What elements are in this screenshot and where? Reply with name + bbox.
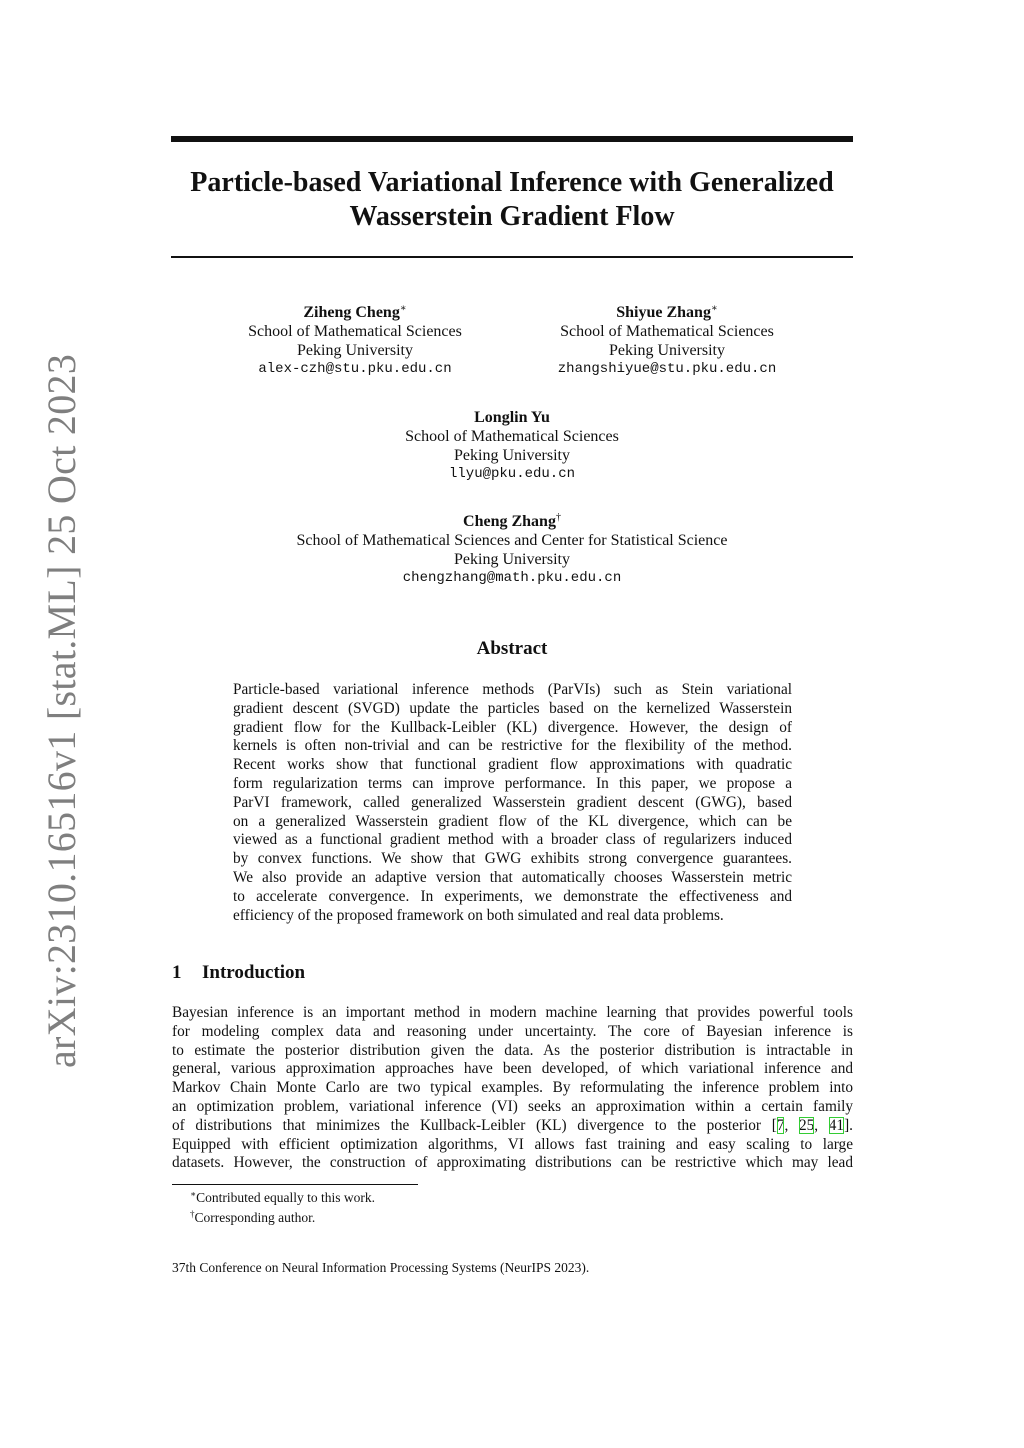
intro-line: to estimate the posterior distribution given the data. As the posterior distribution is intractable in: [172, 1041, 853, 1059]
author-mark: ∗: [710, 303, 718, 314]
abstract-line: viewed as a functional gradient method with a broader class of regularizers induced: [233, 831, 792, 849]
abstract-heading: Abstract: [476, 638, 548, 659]
intro-line: Equipped with efficient optimization algorithms, VI allows fast training and easy scaling to large: [172, 1135, 853, 1153]
author-mark: ∗: [399, 303, 407, 314]
intro-line-end: ].: [844, 1116, 853, 1134]
abstract-line: Particle-based variational inference methods (ParVIs) such as Stein variational: [233, 681, 792, 698]
footnote-rule: [172, 1184, 418, 1185]
intro-line: Bayesian inference is an important method in modern machine learning that provides powerful tools: [172, 1004, 853, 1021]
citation-link[interactable]: 7: [776, 1116, 785, 1134]
citation-link[interactable]: 25: [798, 1116, 815, 1134]
footnote: [190, 1189, 375, 1206]
title-bottom-rule: [171, 256, 853, 258]
author-email: chengzhang@math.pku.edu.cn: [402, 570, 622, 586]
abstract-line: by convex functions. We show that GWG exhibits strong convergence guarantees.: [233, 850, 792, 868]
intro-line: Markov Chain Monte Carlo are two typical examples. By reformulating the inference problem into: [172, 1079, 853, 1097]
author-block: [362, 408, 662, 484]
intro-line: general, various approximation approaches have been developed, of which variational inference and: [172, 1060, 853, 1078]
author-name: Ziheng Cheng: [303, 304, 400, 321]
author-name: Shiyue Zhang: [616, 304, 711, 321]
author-affiliation: School of Mathematical Sciences: [248, 323, 462, 340]
abstract-line: efficiency of the proposed framework on both simulated and real data problems.: [233, 906, 724, 924]
author-mark: †: [555, 512, 561, 523]
section-number: 1: [172, 962, 182, 983]
abstract-line: ParVI framework, called generalized Wasserstein gradient descent (GWG), based: [233, 793, 792, 811]
intro-line-text: of distributions that minimizes the Kullback-Leibler (KL) divergence to the posterior [: [172, 1116, 777, 1134]
abstract-line: to accelerate convergence. In experiments, we demonstrate the effectiveness and: [233, 887, 792, 905]
title-top-rule: [171, 136, 853, 142]
introduction-body: [172, 1004, 853, 1173]
intro-line: an optimization problem, variational inference (VI) seeks an approximation within a certain family: [172, 1097, 853, 1115]
abstract-body: [233, 681, 792, 925]
author-affiliation: School of Mathematical Sciences: [560, 323, 774, 340]
footnote-mark: ∗: [190, 1189, 197, 1199]
paper-title: [171, 166, 853, 234]
footnote: [190, 1209, 315, 1226]
section-title: Introduction: [202, 962, 306, 983]
author-institution: Peking University: [454, 447, 570, 464]
author-affiliation: School of Mathematical Sciences and Center for Statistical Science: [296, 532, 728, 549]
title-line-2: Wasserstein Gradient Flow: [349, 201, 675, 232]
section-heading-introduction: [172, 961, 305, 985]
intro-line: datasets. However, the construction of approximating distributions can be restrictive which may lead: [172, 1154, 853, 1172]
abstract-line: We also provide an adaptive version that automatically chooses Wasserstein metric: [233, 868, 792, 886]
footnote-text: Corresponding author.: [194, 1210, 316, 1225]
author-email: zhangshiyue@stu.pku.edu.cn: [557, 361, 777, 377]
author-email: alex-czh@stu.pku.edu.cn: [258, 361, 452, 377]
abstract-line: gradient descent (SVGD) update the particles based on the kernelized Wasserstein: [233, 699, 792, 717]
author-name: Cheng Zhang: [463, 513, 556, 530]
author-affiliation: School of Mathematical Sciences: [405, 428, 619, 445]
author-block: [205, 303, 505, 379]
abstract-line: kernels is often non-trivial and can be restrictive for the flexibility of the method.: [233, 737, 792, 755]
footnote-text: Contributed equally to this work.: [196, 1190, 375, 1205]
author-email: llyu@pku.edu.cn: [448, 466, 576, 482]
author-block: [517, 303, 817, 379]
footnote-mark: †: [190, 1209, 195, 1219]
title-line-1: Particle-based Variational Inference with Generalized: [190, 167, 834, 198]
citation-link[interactable]: 41: [828, 1116, 845, 1134]
author-institution: Peking University: [454, 551, 570, 568]
author-institution: Peking University: [297, 342, 413, 359]
author-block: [212, 512, 812, 588]
abstract-line: on a generalized Wasserstein gradient flow of the KL divergence, which can be: [233, 812, 792, 830]
abstract-line: Recent works show that functional gradient flow approximations with quadratic: [233, 756, 792, 774]
arxiv-identifier: arXiv:2310.16516v1 [stat.ML] 25 Oct 2023: [39, 353, 84, 1068]
author-institution: Peking University: [609, 342, 725, 359]
author-name: Longlin Yu: [474, 409, 550, 426]
intro-line-with-citations: of distributions that minimizes the Kullback-Leibler (KL) divergence to the posterior [7, 25, 41].: [172, 1116, 853, 1134]
intro-line: for modeling complex data and reasoning under uncertainty. The core of Bayesian inference is: [172, 1022, 853, 1040]
abstract-line: gradient flow for the Kullback-Leibler (KL) divergence. However, the design of: [233, 718, 792, 736]
abstract-line: form regularization terms can improve performance. In this paper, we propose a: [233, 774, 792, 792]
conference-note: 37th Conference on Neural Information Processing Systems (NeurIPS 2023).: [172, 1260, 590, 1275]
